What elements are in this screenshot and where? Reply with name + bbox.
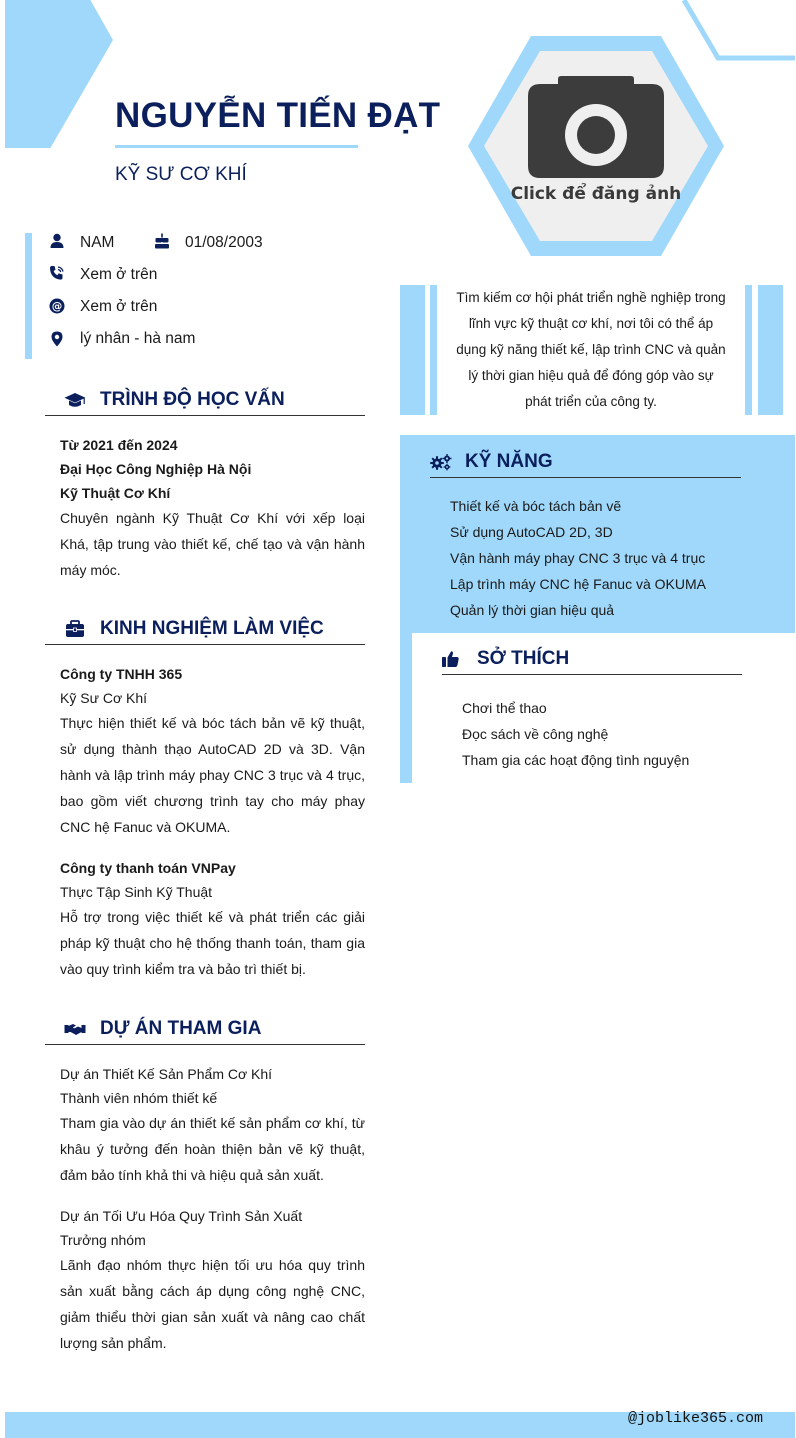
briefcase-icon xyxy=(64,620,86,638)
gears-icon xyxy=(430,453,452,471)
contact-accent-bar xyxy=(25,233,32,359)
education-entry xyxy=(60,433,365,583)
skill-item: Sử dụng AutoCAD 2D, 3D xyxy=(450,524,613,540)
career-objective: Tìm kiếm cơ hội phát triển nghề nghiệp trong lĩnh vực kỹ thuật cơ khí, nơi tôi có thể áp dụng kỹ năng thiết kế, lập trình CNC và quản lý thời gian hiệu quả để đóng góp vào sự phát triển của công ty. xyxy=(456,290,726,409)
hobby-item: Chơi thể thao xyxy=(462,700,547,716)
project-description: Tham gia vào dự án thiết kế sản phẩm cơ khí, từ khâu ý tưởng đến hoàn thiện bản vẽ kỹ thuật, đảm bảo tính khả thi và hiệu quả sản xuất. xyxy=(60,1115,365,1183)
experience-company: Công ty thanh toán VNPay xyxy=(60,860,236,876)
projects-title: DỰ ÁN THAM GIA xyxy=(100,1018,262,1039)
footer-watermark: @joblike365.com xyxy=(628,1410,764,1427)
hobbies-accent-bar xyxy=(400,633,412,783)
skill-item: Vận hành máy phay CNC 3 trục và 4 trục xyxy=(450,550,706,566)
name-underline xyxy=(115,145,358,148)
education-period: Từ 2021 đến 2024 xyxy=(60,437,178,453)
experience-role: Thực Tập Sinh Kỹ Thuật xyxy=(60,884,213,900)
hobbies-divider xyxy=(442,674,742,675)
experience-entry xyxy=(60,662,365,840)
hobby-item: Đọc sách về công nghệ xyxy=(462,726,609,742)
decor-shape-left xyxy=(5,0,113,148)
skills-title: KỸ NĂNG xyxy=(465,451,553,472)
project-role: Trưởng nhóm xyxy=(60,1232,146,1248)
education-major: Kỹ Thuật Cơ Khí xyxy=(60,485,171,501)
birthday-cake-icon xyxy=(154,233,170,249)
avatar-caption[interactable]: Click để đăng ảnh xyxy=(510,184,682,204)
education-title: TRÌNH ĐỘ HỌC VẤN xyxy=(100,389,285,410)
hobby-item: Tham gia các hoạt động tình nguyện xyxy=(462,752,690,768)
phone-value: Xem ở trên xyxy=(80,266,158,283)
project-name: Dự án Thiết Kế Sản Phẩm Cơ Khí xyxy=(60,1066,273,1082)
phone-icon xyxy=(49,265,65,281)
address-value: lý nhân - hà nam xyxy=(80,330,196,347)
user-icon xyxy=(49,233,65,249)
project-entry xyxy=(60,1204,365,1356)
education-divider xyxy=(45,415,365,416)
skill-item: Thiết kế và bóc tách bản vẽ xyxy=(450,498,622,514)
objective-bar-left-1 xyxy=(400,285,425,415)
location-pin-icon xyxy=(49,331,65,347)
projects-divider xyxy=(45,1044,365,1045)
hobbies-title: SỞ THÍCH xyxy=(477,648,570,669)
job-title: KỸ SƯ CƠ KHÍ xyxy=(115,164,247,185)
project-role: Thành viên nhóm thiết kế xyxy=(60,1090,218,1106)
experience-role: Kỹ Sư Cơ Khí xyxy=(60,690,148,706)
skill-item: Lập trình máy CNC hệ Fanuc và OKUMA xyxy=(450,576,706,592)
candidate-name: NGUYỄN TIẾN ĐẠT xyxy=(115,96,441,135)
avatar-upload[interactable] xyxy=(466,34,726,258)
email-at-icon xyxy=(49,298,65,314)
project-name: Dự án Tối Ưu Hóa Quy Trình Sản Xuất xyxy=(60,1208,303,1224)
birthday-value: 01/08/2003 xyxy=(185,234,263,251)
education-description: Chuyên ngành Kỹ Thuật Cơ Khí với xếp loại Khá, tập trung vào thiết kế, chế tạo và vận hành máy móc. xyxy=(60,510,365,578)
experience-entry xyxy=(60,856,365,982)
handshake-icon xyxy=(64,1020,86,1038)
experience-description: Thực hiện thiết kế và bóc tách bản vẽ kỹ thuật, sử dụng thành thạo AutoCAD 2D và 3D. Vận hành và lập trình máy phay CNC 3 trục và 4 trục, bao gồm viết chương trình tay cho máy phay CNC hệ Fanuc và OKUMA. xyxy=(60,715,365,835)
objective-bar-right-2 xyxy=(758,285,783,415)
experience-description: Hỗ trợ trong việc thiết kế và phát triển các giải pháp kỹ thuật cho hệ thống thanh toán, tham gia vào quy trình kiểm tra và bảo trì thiết bị. xyxy=(60,909,365,977)
experience-divider xyxy=(45,644,365,645)
camera-icon xyxy=(528,76,664,178)
objective-bar-left-2 xyxy=(430,285,437,415)
project-entry xyxy=(60,1062,365,1188)
project-description: Lãnh đạo nhóm thực hiện tối ưu hóa quy trình sản xuất bằng cách áp dụng công nghệ CNC, giảm thiểu thời gian sản xuất và nâng cao chất lượng sản phẩm. xyxy=(60,1257,365,1351)
experience-company: Công ty TNHH 365 xyxy=(60,666,183,682)
skill-item: Quản lý thời gian hiệu quả xyxy=(450,602,615,618)
thumbs-up-icon xyxy=(441,650,463,668)
email-value: Xem ở trên xyxy=(80,298,158,315)
graduation-cap-icon xyxy=(64,391,86,409)
experience-title: KINH NGHIỆM LÀM VIỆC xyxy=(100,618,324,639)
gender-value: NAM xyxy=(80,234,115,251)
skills-divider xyxy=(430,477,741,478)
objective-bar-right-1 xyxy=(745,285,752,415)
education-school: Đại Học Công Nghiệp Hà Nội xyxy=(60,461,252,477)
svg-text:@: @ xyxy=(51,300,63,313)
